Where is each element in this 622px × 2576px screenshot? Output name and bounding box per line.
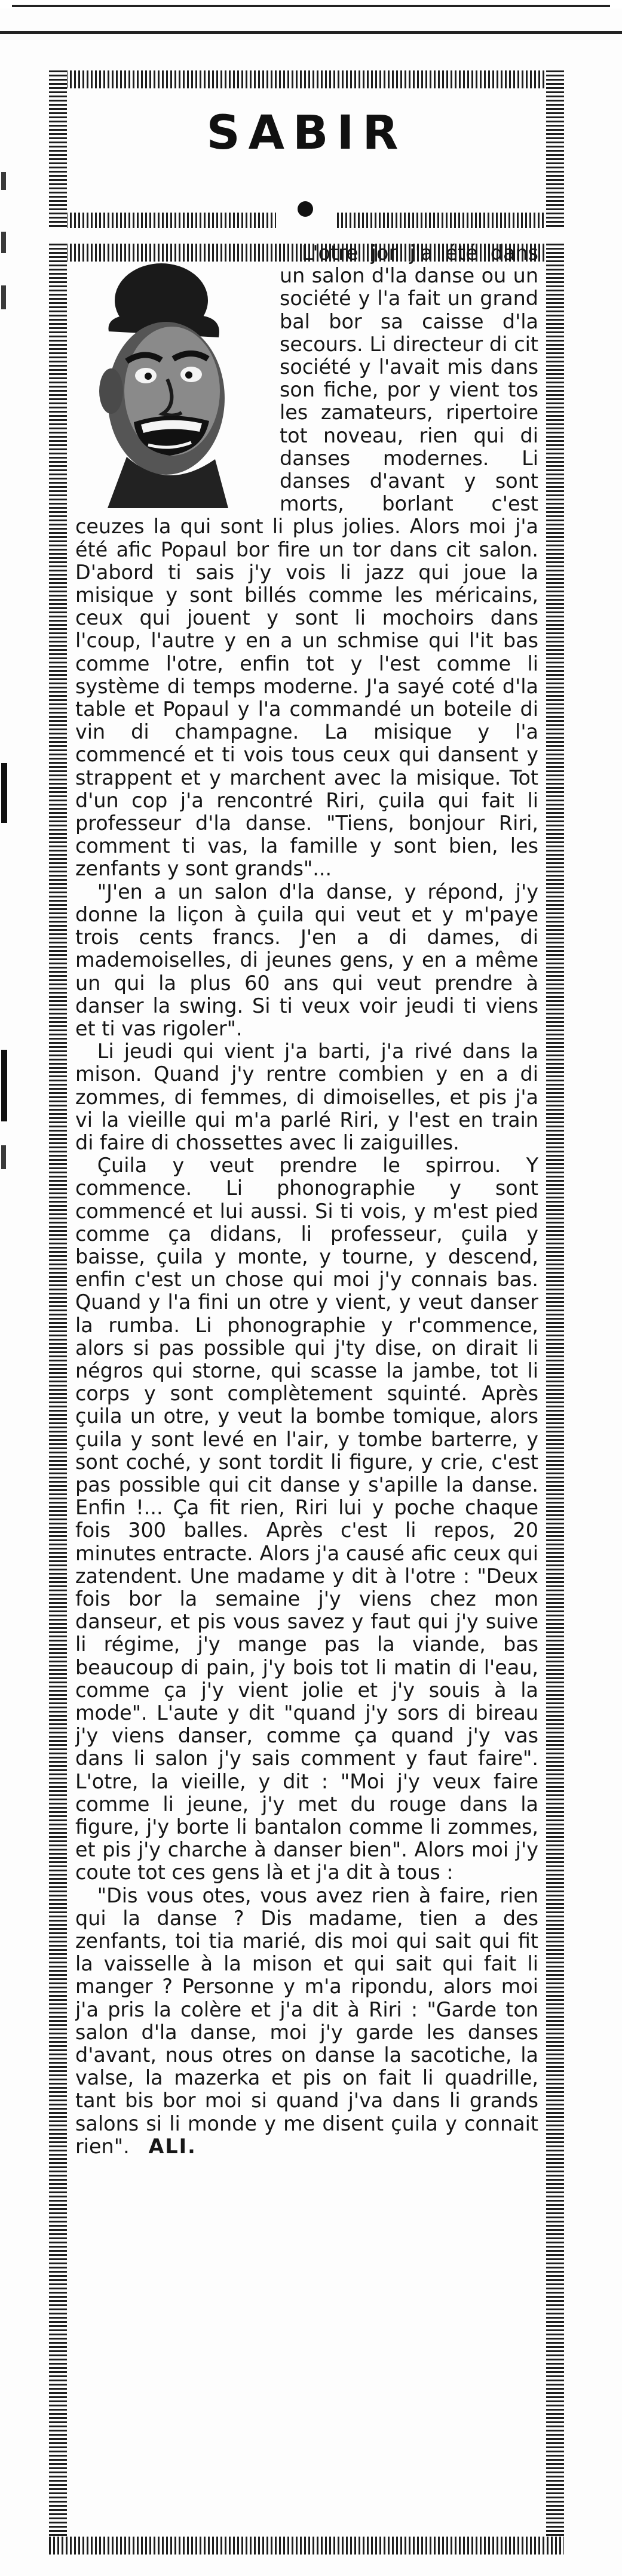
title-border-right	[546, 70, 564, 228]
margin-fragment	[1, 763, 7, 823]
closing-paragraph-text: "Dis vous otes, vous avez rien à faire, rien qui la danse ? Dis madame, tien a des zenfants, toi tia marié, dis moi qui sait qui fit la vaisselle à la mison et qui sait qui fait li manger ? Personne y m'a ripondu, alors moi j'a pris la colère et j'a dit à Riri : "Garde ton salon d'la danse, moi j'y garde les danses d'avant, nous otres on danse la sacotiche, la valse, la mazerka et pis on fait li quadrille, tant bis bor moi si quand j'va dans li grands salons si li monde y me disent çuila y connait rien".	[75, 1883, 538, 2158]
title-border-bottom-left	[49, 213, 276, 228]
frame-border-bottom	[49, 2537, 564, 2555]
paragraph: "J'en a un salon d'la danse, y répond, j'y donne la liçon à çuila qui veut et y m'paye trois cents francs. J'en a di dames, di mademoiselles, di jeunes gens, y en a même un qui la plus 60 ans qui veut prendre à danser la swing. Si ti veux voir jeudi ti viens et ti vas rigoler".	[75, 880, 538, 1040]
margin-fragment	[1, 232, 6, 253]
margin-fragment	[1, 285, 6, 309]
divider-dot	[298, 201, 313, 217]
author-signature: ALI.	[148, 2134, 197, 2158]
title-box	[67, 88, 546, 178]
article-body	[75, 242, 538, 2517]
article-title: SABIR	[206, 106, 407, 160]
title-border-left	[49, 70, 67, 228]
paragraph: Li jeudi qui vient j'a barti, j'a rivé dans la mison. Quand j'y rentre combien y en a di zommes, di femmes, di dimoiselles, et pis j'a vi la vieille qui m'a parlé Riri, y l'est en train di faire di chossettes avec li zaiguilles.	[75, 1040, 538, 1154]
paragraph: Çuila y veut prendre le spirrou. Y commence. Li phonographie y sont commencé et lui aussi. Si ti vois, y m'est pied comme ça didans, li professeur, çuila y baisse, çuila y monte, y tourne, y descend, enfin c'est un chose qui moi j'y connais bas. Quand y l'a fini un otre y vient, y veut danser la rumba. Li phonographie y r'commence, alors si pas possible qui j'ty dise, on dirait li négros qui storne, qui scasse la jambe, tot li corps y sont complètement squinté. Après çuila un otre, y veut la bombe tomique, alors çuila y sont levé en l'air, y tombe barterre, y sont coché, y sont tordit li figure, y crie, c'est pas possible qui cit danse y s'apille la danse. Enfin !... Ça fit rien, Riri lui y poche chaque fois 300 balles. Après c'est li repos, 20 minutes entracte. Alors j'a causé afic ceux qui zatendent. Une madame y dit à l'otre : "Deux fois bor la semaine j'y viens chez mon danseur, et pis vous savez y faut qui j'y suive li régime, j'y mange pas la viande, bas beaucoup di pain, j'y bois tot li matin di l'eau, comme ça j'y vient jolie et j'y souis à la mode". L'aute y dit "quand j'y sors di bireau j'y viens danser, comme ça quand j'y vas dans li salon j'y sais comment y faut faire". L'otre, la vieille, y dit : "Moi j'y veux faire comme li jeune, j'y met du rouge dans la figure, j'y borte li bantalon comme li zommes, et pis j'y charche à danser bien". Alors moi j'y coute tot ces gens là et j'a dit à tous :	[75, 1154, 538, 1885]
frame-border-top	[49, 70, 564, 88]
left-margin-fragments	[0, 35, 8, 2576]
margin-fragment	[1, 1050, 7, 1121]
paragraph: L'otre jor j'a été dans un salon d'la danse ou un société y l'a fait un grand bal bor sa caisse d'la secours. Li directeur di cit société y l'avait mis dans son fiche, por y vient tos les zamateurs, ripertoire tot noveau, rien qui di danses modernes. Li danses d'avant y sont morts, borlant c'est ceuzes la qui sont li plus jolies. Alors moi j'a été afic Popaul bor fire un tor dans cit salon. D'abord ti sais j'y vois li jazz qui joue la misique y sont billés comme les méricains, ceux qui jouent y sont li mochoirs dans l'coup, l'autre y en a un schmise qui l'it bas comme l'otre, enfin tot y l'est comme li système di temps moderne. J'a sayé coté d'la table et Popaul y l'a commandé un boteile di vin di champagne. La misique y l'a commencé et ti vois tous ceux qui dansent y strappent et y marchent avec la misique. Tot d'un cop j'a rencontré Riri, çuila qui fait li professeur d'la danse. "Tiens, bonjour Riri, comment ti vas, la famille y sont bien, les zenfants y sont grands"...	[75, 242, 538, 881]
title-border-bottom-right	[337, 213, 564, 228]
page-top-rule	[0, 0, 622, 8]
margin-fragment	[1, 172, 6, 190]
top-rule	[0, 31, 622, 34]
margin-fragment	[1, 1145, 6, 1169]
caricature-portrait	[75, 242, 269, 511]
frame-border-right	[546, 244, 564, 2555]
paragraph	[75, 1885, 538, 2158]
frame-border-left	[49, 244, 67, 2555]
